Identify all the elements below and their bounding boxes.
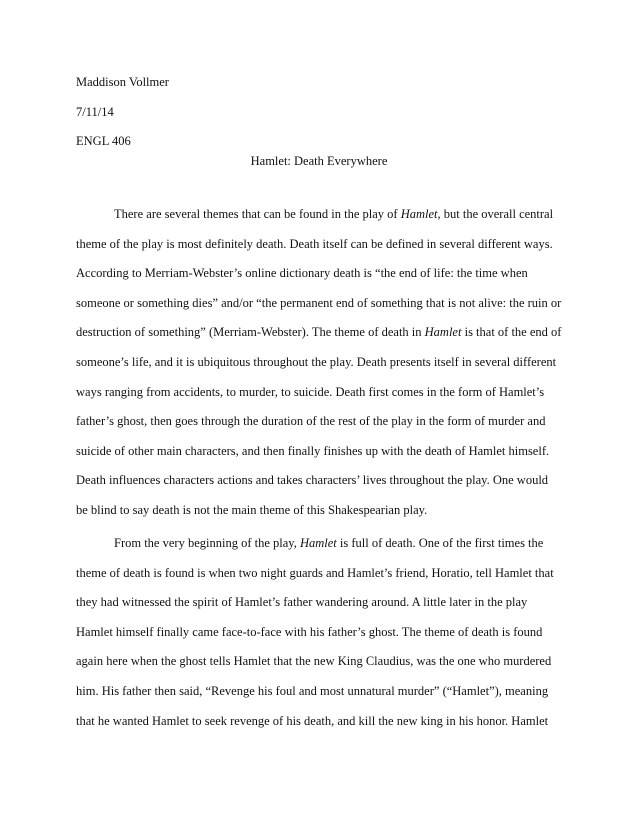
text-segment: is full of death. One of the first times the <box>336 536 544 550</box>
text-segment: is that of the end of <box>461 325 562 340</box>
paragraph-line <box>76 443 549 459</box>
paragraph-line <box>76 653 551 669</box>
italic-title-text: Hamlet <box>424 325 462 340</box>
text-segment: someone or something dies” and/or “the permanent end of something that is not alive: the ruin or <box>76 295 562 310</box>
text-segment: be blind to say death is not the main theme of this Shakespearian play. <box>76 503 428 517</box>
paragraph-line <box>76 624 542 640</box>
text-segment: again here when the ghost tells Hamlet that the new King Claudius, was the one who murdered <box>76 654 552 669</box>
text-segment: , but the overall central <box>437 207 554 221</box>
paragraph-line <box>76 384 544 400</box>
paragraph-line <box>76 236 553 252</box>
essay-date: 7/11/14 <box>76 105 114 119</box>
text-segment: theme of death is found is when two night guards and Hamlet’s friend, Horatio, tell Hamlet that <box>76 565 554 580</box>
paragraph-line <box>76 565 554 581</box>
text-segment: him. His father then said, “Revenge his foul and most unnatural murder” (“Hamlet”), meaning <box>76 684 549 698</box>
paragraph-line <box>76 295 561 311</box>
paragraph-line <box>114 535 543 551</box>
essay-title: Hamlet: Death Everywhere <box>250 154 388 168</box>
italic-title-text: Hamlet <box>299 536 337 550</box>
text-segment: theme of the play is most definitely death. Death itself can be defined in several different ways. <box>76 236 553 251</box>
text-segment: that he wanted Hamlet to seek revenge of his death, and kill the new king in his honor. Hamlet <box>76 713 549 728</box>
paragraph-line <box>76 472 548 488</box>
text-segment: someone’s life, and it is ubiquitous throughout the play. Death presents itself in several different <box>76 355 557 369</box>
text-segment: they had witnessed the spirit of Hamlet’s father wandering around. A little later in the play <box>76 595 528 610</box>
paragraph-line <box>76 594 527 610</box>
text-segment: From the very beginning of the play, <box>114 536 300 550</box>
paragraph-line <box>114 206 553 222</box>
text-segment: Hamlet himself finally came face-to-face with his father’s ghost. The theme of death is found <box>76 624 543 639</box>
paragraph-line <box>76 413 545 429</box>
text-segment: According to Merriam-Webster’s online dictionary death is “the end of life: the time when <box>76 266 528 281</box>
text-segment: Death influences characters actions and takes characters’ lives throughout the play. One would <box>76 473 549 488</box>
paragraph-line <box>76 324 561 340</box>
text-segment: ways ranging from accidents, to murder, to suicide. Death first comes in the form of Hamlet’s <box>76 384 545 399</box>
text-segment: suicide of other main characters, and then finally finishes up with the death of Hamlet himself. <box>76 443 550 458</box>
author-name: Maddison Vollmer <box>76 75 169 89</box>
paragraph-line <box>76 265 528 281</box>
text-segment: father’s ghost, then goes through the duration of the rest of the play in the form of murder and <box>76 414 546 429</box>
paragraph-line <box>76 354 556 370</box>
text-segment: destruction of something” (Merriam-Webster). The theme of death in <box>76 325 425 340</box>
text-segment: There are several themes that can be found in the play of <box>114 207 401 221</box>
paragraph-line <box>76 683 548 699</box>
paragraph-line <box>76 502 427 518</box>
italic-title-text: Hamlet <box>400 207 438 221</box>
course-code: ENGL 406 <box>76 134 131 148</box>
paragraph-line <box>76 713 548 729</box>
